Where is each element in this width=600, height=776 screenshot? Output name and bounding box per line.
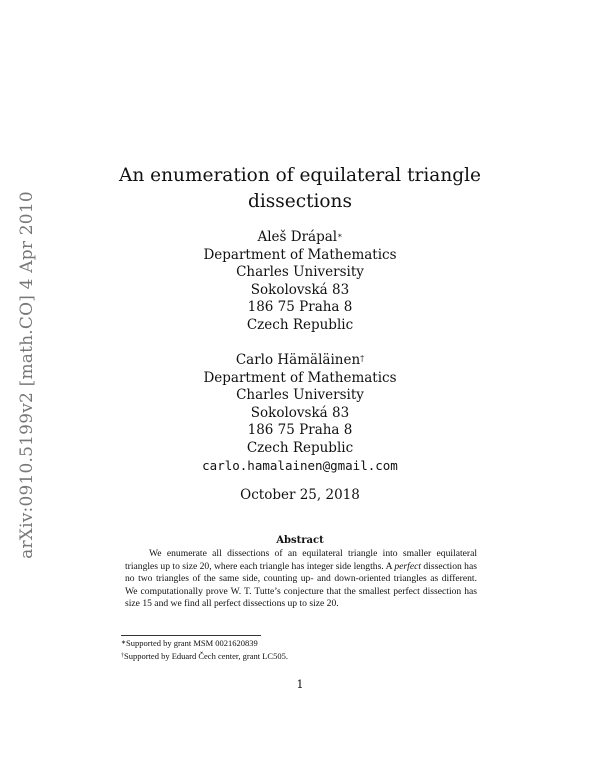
abstract-heading: Abstract	[276, 535, 324, 546]
paper-title	[0, 163, 600, 215]
footnote-mark: †	[360, 354, 365, 363]
author-block-2	[0, 352, 600, 475]
paper-date: October 25, 2018	[240, 487, 360, 503]
footnote-text: Supported by grant MSM 0021620839	[126, 638, 258, 648]
affiliation-department: Department of Mathematics	[203, 369, 397, 386]
abstract-emphasis: perfect	[394, 560, 422, 572]
affiliation-street: Sokolovská 83	[250, 404, 350, 421]
footnote-mark: ∗	[121, 640, 127, 646]
abstract-part-2: dissection has no two triangles of the same side, counting up- and down-oriented triangles as different. We computationally prove W. T. Tutte’s conjecture that the smallest perfect dissection has size 15 and we find all perfect dissections up to size 20.	[125, 560, 477, 610]
arxiv-identifier: arXiv:0910.5199v2 [math.CO] 4 Apr 2010	[17, 191, 37, 559]
title-line-1: An enumeration of equilateral triangle	[119, 165, 481, 186]
affiliation-city: 186 75 Praha 8	[247, 422, 353, 438]
footnote-mark: †	[121, 652, 124, 659]
author-email: carlo.hamalainen@gmail.com	[202, 458, 398, 473]
affiliation-university: Charles University	[236, 387, 364, 403]
page-number: 1	[296, 678, 304, 691]
abstract-part-1: We enumerate all dissections of an equilateral triangle into smaller equilateral triangles up to size 20, where each triangle has integer side lengths. A	[125, 548, 477, 572]
affiliation-country: Czech Republic	[246, 439, 354, 456]
abstract-text	[125, 548, 477, 611]
author-block-1	[0, 229, 600, 334]
author-name-text: Carlo Hämäläinen	[235, 352, 361, 368]
author-name-text: Aleš Drápal	[257, 229, 338, 245]
footnote-rule	[121, 635, 261, 636]
footnote-mark: ∗	[337, 231, 343, 240]
footnote-1	[121, 637, 288, 650]
affiliation-country: Czech Republic	[246, 316, 354, 333]
author-name	[0, 229, 600, 247]
affiliation-street: Sokolovská 83	[250, 281, 350, 298]
author-name	[0, 352, 600, 370]
affiliation-university: Charles University	[236, 264, 364, 280]
footnotes	[121, 637, 288, 662]
affiliation-city: 186 75 Praha 8	[247, 299, 353, 315]
title-line-2: dissections	[248, 191, 352, 212]
footnote-text: Supported by Eduard Čech center, grant LC505.	[124, 650, 288, 661]
footnote-2	[121, 650, 288, 663]
affiliation-department: Department of Mathematics	[203, 246, 397, 263]
